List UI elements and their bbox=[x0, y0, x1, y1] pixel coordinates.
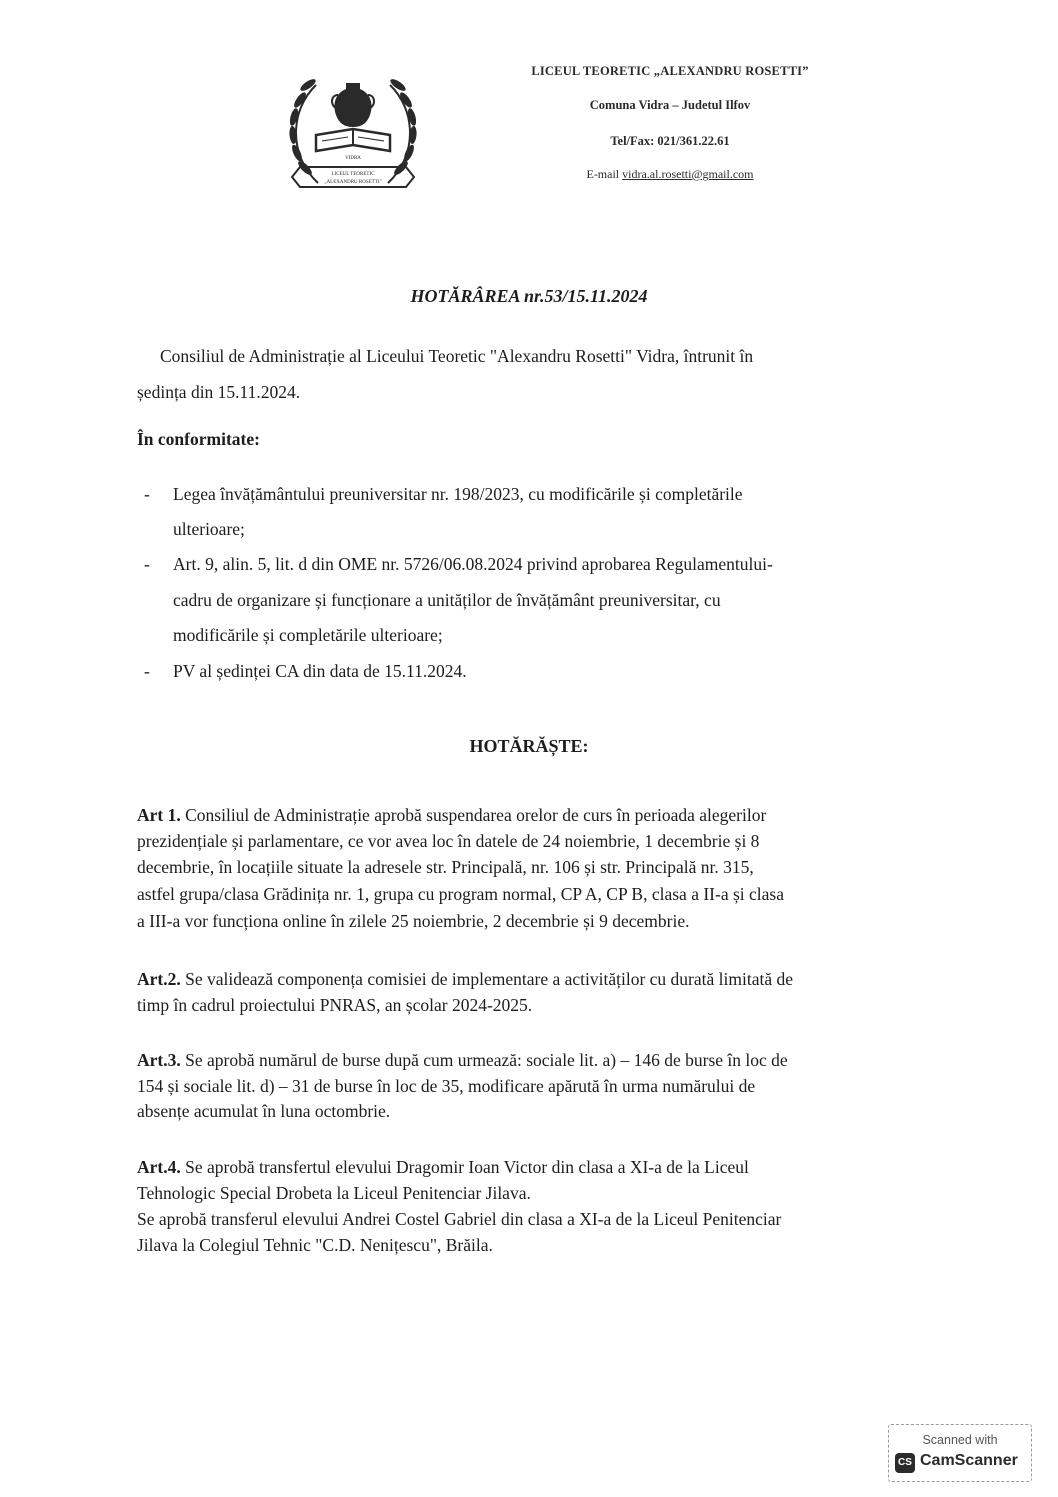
school-address: Comuna Vidra – Judetul Ilfov bbox=[589, 98, 751, 112]
article-3-line-3: absențe acumulat în luna octombrie. bbox=[137, 1101, 391, 1121]
decision-heading: HOTĂRĂȘTE: bbox=[469, 736, 589, 756]
article-1-line-3: decembrie, în locațiile situate la adresele str. Principală, nr. 106 și str. Principală nr. 315, bbox=[137, 857, 754, 877]
article-4-line-1 bbox=[137, 1157, 749, 1178]
article-3-text: Se aprobă numărul de burse după cum urmează: sociale lit. a) – 146 de burse în loc de bbox=[180, 1050, 788, 1070]
logo-text-liceul: LICEUL TEORETIC bbox=[331, 172, 375, 177]
bullet-2-line-2: cadru de organizare și funcționare a unităților de învățământ preuniversitar, cu bbox=[173, 590, 721, 610]
intro-line-2: ședința din 15.11.2024. bbox=[137, 382, 301, 402]
logo-text-vidra: VIDRA bbox=[345, 156, 361, 161]
bullet-1-line-2: ulterioare; bbox=[173, 519, 245, 539]
bullet-3-line-1: PV al ședinței CA din data de 15.11.2024. bbox=[173, 661, 467, 681]
document-title: HOTĂRÂREA nr.53/15.11.2024 bbox=[410, 286, 648, 306]
camscanner-badge bbox=[888, 1424, 1032, 1482]
article-2-line-1 bbox=[137, 969, 793, 990]
school-name: LICEUL TEORETIC „ALEXANDRU ROSETTI” bbox=[531, 64, 809, 78]
article-4-line-4: Jilava la Colegiul Tehnic "C.D. Nenițescu", Brăila. bbox=[137, 1235, 493, 1255]
article-3-line-1 bbox=[137, 1050, 788, 1071]
camscanner-icon: CS bbox=[895, 1453, 915, 1473]
bullet-1-line-1: Legea învățământului preuniversitar nr. 198/2023, cu modificările și completările bbox=[173, 484, 743, 504]
article-2-text: Se validează componența comisiei de implementare a activităților cu durată limitată de bbox=[180, 969, 793, 989]
bullet-2-line-3: modificările și completările ulterioare; bbox=[173, 625, 443, 645]
article-1-line-1 bbox=[137, 805, 766, 826]
school-phone: Tel/Fax: 021/361.22.61 bbox=[610, 134, 730, 148]
article-4-label: Art.4. bbox=[137, 1157, 181, 1177]
intro-line-1: Consiliul de Administrație al Liceului Teoretic "Alexandru Rosetti" Vidra, întrunit în bbox=[160, 346, 754, 366]
logo-text-rosetti: „ALEXANDRU ROSETTI” bbox=[324, 180, 382, 185]
article-1-text: Consiliul de Administrație aprobă suspendarea orelor de curs în perioada alegerilor bbox=[180, 805, 767, 825]
article-2-label: Art.2. bbox=[137, 969, 181, 989]
article-1-line-5: a III-a vor funcționa online în zilele 25 noiembrie, 2 decembrie și 9 decembrie. bbox=[137, 911, 690, 931]
article-4-line-2: Tehnologic Special Drobeta la Liceul Penitenciar Jilava. bbox=[137, 1183, 531, 1203]
article-3-line-2: 154 și sociale lit. d) – 31 de burse în loc de 35, modificare apărută în urma numărului de bbox=[137, 1076, 756, 1096]
article-4-text: Se aprobă transfertul elevului Dragomir Ioan Victor din clasa a XI-a de la Liceul bbox=[180, 1157, 749, 1177]
article-2-line-2: timp în cadrul proiectului PNRAS, an școlar 2024-2025. bbox=[137, 995, 533, 1015]
article-1-label: Art 1. bbox=[137, 805, 181, 825]
email-link[interactable]: vidra.al.rosetti@gmail.com bbox=[622, 167, 754, 181]
school-email bbox=[450, 167, 890, 182]
article-1-line-4: astfel grupa/clasa Grădinița nr. 1, grupa cu program normal, CP A, CP B, clasa a II-a și clasa bbox=[137, 884, 784, 904]
scanned-with-caption: Scanned with bbox=[922, 1433, 998, 1447]
bullet-dash: - bbox=[144, 484, 150, 504]
bullet-dash: - bbox=[144, 554, 150, 574]
article-3-label: Art.3. bbox=[137, 1050, 181, 1070]
school-logo bbox=[278, 55, 428, 205]
bullet-2-line-1: Art. 9, alin. 5, lit. d din OME nr. 5726/06.08.2024 privind aprobarea Regulamentului- bbox=[173, 554, 773, 574]
bullet-dash: - bbox=[144, 661, 150, 681]
article-1-line-2: prezidențiale și parlamentare, ce vor avea loc în datele de 24 noiembrie, 1 decembrie și 8 bbox=[137, 831, 760, 851]
conformity-heading: În conformitate: bbox=[137, 429, 260, 449]
camscanner-name: CamScanner bbox=[920, 1452, 1018, 1469]
email-prefix: E-mail bbox=[586, 167, 623, 181]
article-4-line-3: Se aprobă transferul elevului Andrei Costel Gabriel din clasa a XI-a de la Liceul Penitenciar bbox=[137, 1209, 782, 1229]
